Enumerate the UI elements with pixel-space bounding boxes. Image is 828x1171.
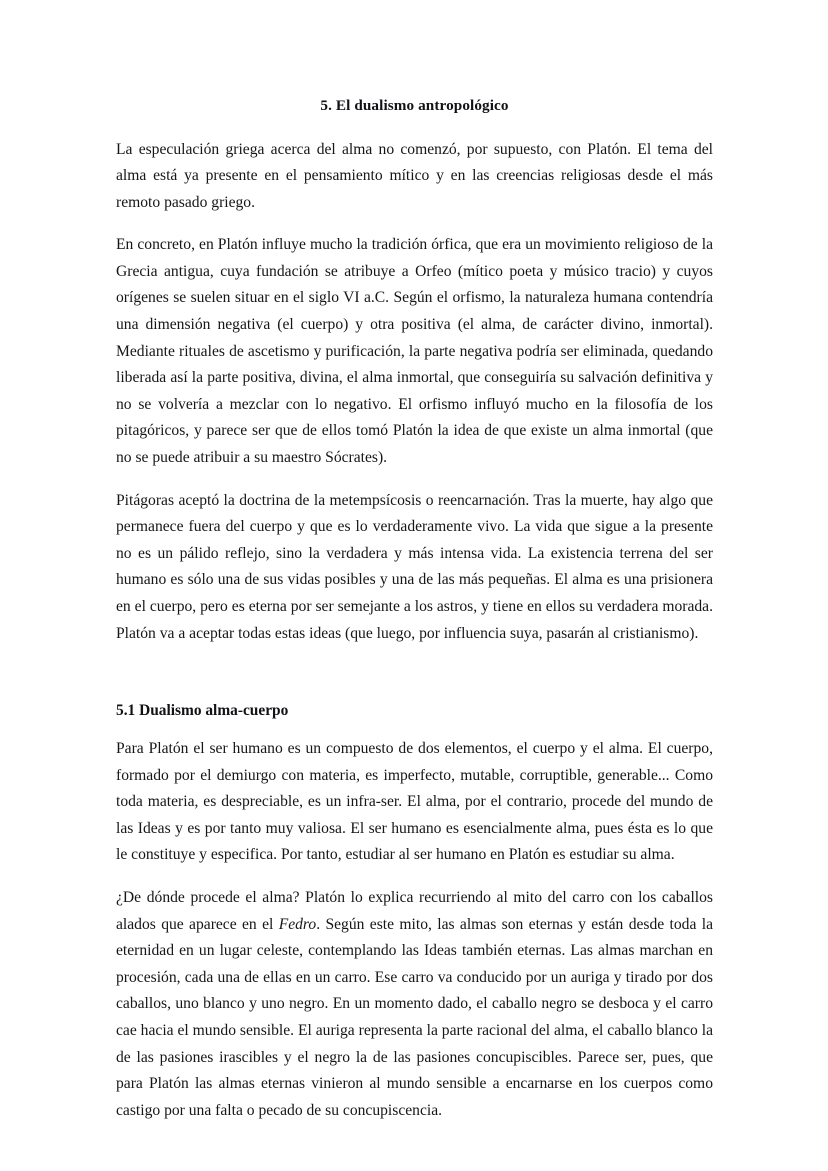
paragraph-3: Pitágoras aceptó la doctrina de la metempsícosis o reencarnación. Tras la muerte, hay algo que permanece fuera del cuerpo y que es lo verdaderamente vivo. La vida que sigue a la presente no es un pálido reflejo, sino la verdadera y más intensa vida. La existencia terrena del ser humano es sólo una de sus vidas posibles y una de las más pequeñas. El alma es una prisionera en el cuerpo, pero es eterna por ser semejante a los astros, y tiene en ellos su verdadera morada. Platón va a aceptar todas estas ideas (que luego, por influencia suya, pasarán al cristianismo).	[116, 491, 713, 642]
section-heading-spacer	[116, 722, 713, 736]
page-title: 5. El dualismo antropológico	[320, 97, 509, 114]
paragraph-5-text-after-title: . Según este mito, las almas son eternas y están desde toda la eternidad en un lugar celeste, contemplando las Ideas también eternas. Las almas marchan en procesión, cada una de ellas en un carro. Ese carro va conducido por un auriga y tirado por dos caballos, uno blanco y uno negro. En un momento dado, el caballo negro se desboca y el carro cae hacia el mundo sensible. El auriga representa la parte racional del alma, el caballo blanco la de las pasiones irascibles y el negro la de las pasiones concupiscibles. Parece ser, pues, que para Platón las almas eternas vinieron al mundo sensible a encarnarse en los cuerpos como castigo por una falta o pecado de su concupiscencia.	[116, 915, 713, 1119]
paragraph-5	[116, 885, 713, 1124]
page-content	[116, 96, 713, 1124]
paragraph-5-text-before-title: ¿De dónde procede el alma? Platón lo explica recurriendo al mito del carro con los caballos alados que aparece en el	[116, 888, 713, 933]
paragraph-4: Para Platón el ser humano es un compuesto de dos elementos, el cuerpo y el alma. El cuerpo, formado por el demiurgo con materia, es imperfecto, mutable, corruptible, generable... Como toda materia, es despreciable, es un infra-ser. El alma, por el contrario, procede del mundo de las Ideas y es por tanto muy valiosa. El ser humano es esencialmente alma, pues ésta es lo que le constituye y especifica. Por tanto, estudiar al ser humano en Platón es estudiar su alma.	[116, 740, 713, 864]
section-heading-5-1: 5.1 Dualismo alma-cuerpo	[116, 702, 289, 720]
paragraph-1: La especulación griega acerca del alma no comenzó, por supuesto, con Platón. El tema del alma está ya presente en el pensamiento mítico y en las creencias religiosas desde el más remoto pasado griego.	[116, 140, 713, 211]
section-spacer	[116, 663, 713, 701]
paragraph-2: En concreto, en Platón influye mucho la tradición órfica, que era un movimiento religioso de la Grecia antigua, cuya fundación se atribuye a Orfeo (mítico poeta y músico tracio) y cuyos orígenes se suelen situar en el siglo VI a.C. Según el orfismo, la naturaleza humana contendría una dimensión negativa (el cuerpo) y otra positiva (el alma, de carácter divino, inmortal). Mediante rituales de ascetismo y purificación, la parte negativa podría ser eliminada, quedando liberada así la parte positiva, divina, el alma inmortal, que conseguiría su salvación definitiva y no se volvería a mezclar con lo negativo. El orfismo influyó mucho en la filosofía de los pitagóricos, y parece ser que de ellos tomó Platón la idea de que existe un alma inmortal (que no se puede atribuir a su maestro Sócrates).	[116, 236, 713, 467]
work-title-fedro: Fedro	[278, 915, 317, 933]
